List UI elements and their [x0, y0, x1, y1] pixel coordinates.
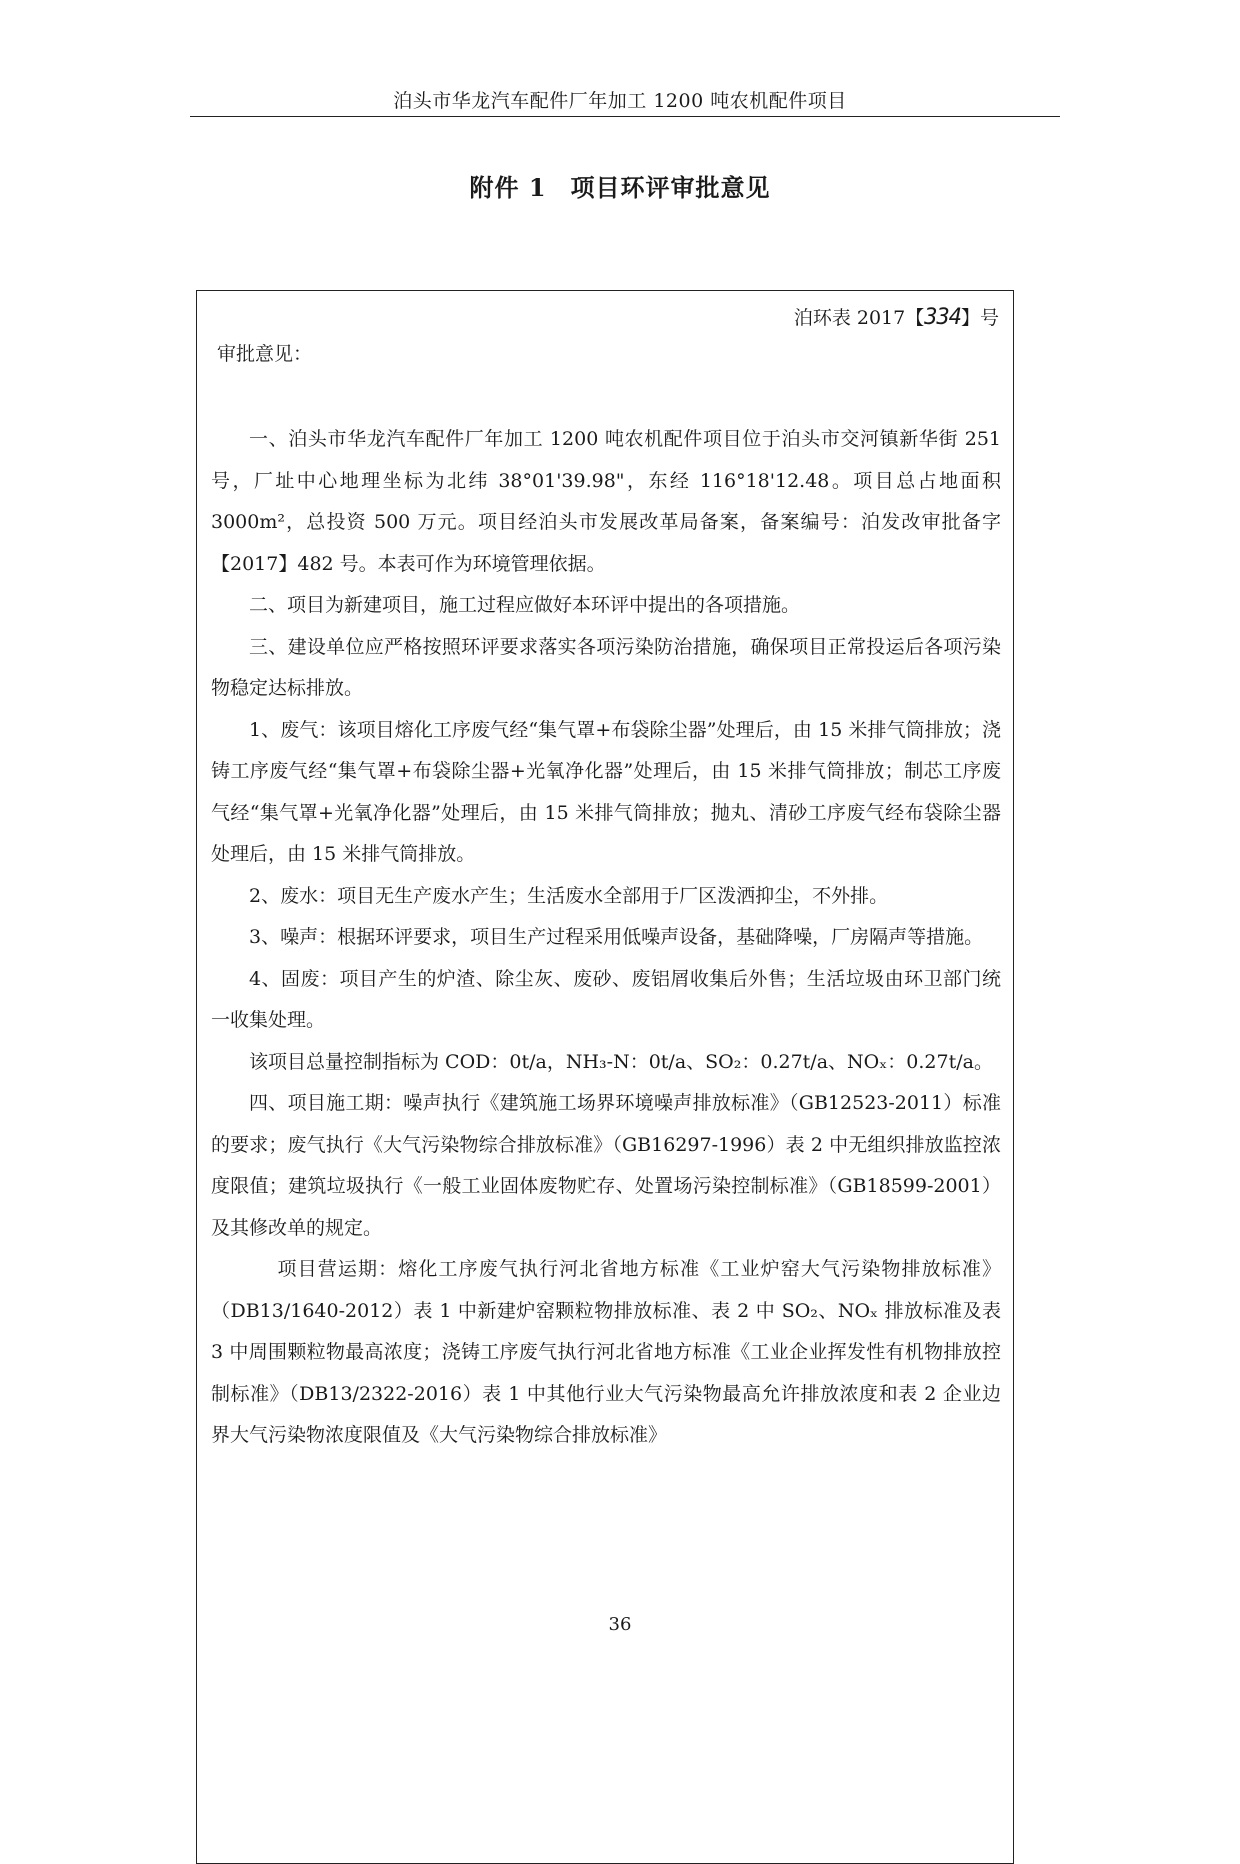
paragraph-pollution-control: 三、建设单位应严格按照环评要求落实各项污染防治措施，确保项目正常投运后各项污染物稳定达标排放。: [211, 635, 1001, 699]
annex-name: 项目环评审批意见: [570, 173, 771, 202]
paragraph-new-project: 二、项目为新建项目，施工过程应做好本环评中提出的各项措施。: [249, 594, 801, 616]
approval-body: [211, 419, 1001, 1457]
paragraph-waste-gas: 1、废气：该项目熔化工序废气经“集气罩+布袋除尘器”处理后，由 15 米排气筒排放；浇铸工序废气经“集气罩+布袋除尘器+光氧净化器”处理后，由 15 米排气筒排放；制芯工序废气经“集气罩+光氧净化器”处理后，由 15 米排气筒排放；抛丸、清砂工序废气经布袋除尘器处理后，由 15 米排气筒排放。: [211, 718, 1001, 865]
header-rule: [190, 116, 1060, 117]
paragraph-noise: 3、噪声：根据环评要求，项目生产过程采用低噪声设备，基础降噪，厂房隔声等措施。: [249, 926, 984, 948]
running-header: 泊头市华龙汽车配件厂年加工 1200 吨农机配件项目: [393, 90, 847, 112]
paragraph-total-control: 该项目总量控制指标为 COD：0t/a，NH₃-N：0t/a、SO₂：0.27t/a、NOₓ：0.27t/a。: [249, 1050, 993, 1073]
paragraph-operation-period: 项目营运期：熔化工序废气执行河北省地方标准《工业炉窑大气污染物排放标准》（DB13/1640-2012）表 1 中新建炉窑颗粒物排放标准、表 2 中 SO₂、NOₓ 排放标准及表 3 中周围颗粒物最高浓度；浇铸工序废气执行河北省地方标准《工业企业挥发性有机物排放控制标准》（DB13/2322-2016）表 1 中其他行业大气污染物最高允许排放浓度和表 2 企业边界大气污染物浓度限值及《大气污染物综合排放标准》: [211, 1258, 1001, 1446]
paragraph-solid-waste: 4、固废：项目产生的炉渣、除尘灰、废砂、废铝屑收集后外售；生活垃圾由环卫部门统一收集处理。: [211, 967, 1001, 1031]
page-number: 36: [608, 1614, 632, 1635]
approval-number-handwritten: 334: [924, 305, 961, 330]
paragraph-waste-water: 2、废水：项目无生产废水产生；生活废水全部用于厂区泼洒抑尘，不外排。: [249, 884, 889, 907]
approval-number-suffix: 】号: [960, 307, 999, 329]
approval-number-prefix: 泊环表 2017【: [793, 307, 925, 329]
annex-label: 附件 1: [469, 173, 547, 202]
document-title: [0, 168, 1240, 203]
paragraph-location: 一、泊头市华龙汽车配件厂年加工 1200 吨农机配件项目位于泊头市交河镇新华街 251 号，厂址中心地理坐标为北纬 38°01'39.98"，东经 116°18'12.48。项目总占地面积 3000m²，总投资 500 万元。项目经泊头市发展改革局备案，备案编号：泊发改审批备字【2017】482 号。本表可作为环境管理依据。: [211, 428, 1001, 575]
paragraph-construction-period: 四、项目施工期：噪声执行《建筑施工场界环境噪声排放标准》（GB12523-2011）标准的要求；废气执行《大气污染物综合排放标准》（GB16297-1996）表 2 中无组织排放监控浓度限值；建筑垃圾执行《一般工业固体废物贮存、处置场污染控制标准》（GB18599-2001）及其修改单的规定。: [211, 1092, 1001, 1239]
approval-number: [794, 303, 999, 330]
approval-opinion-label: 审批意见：: [217, 343, 313, 365]
